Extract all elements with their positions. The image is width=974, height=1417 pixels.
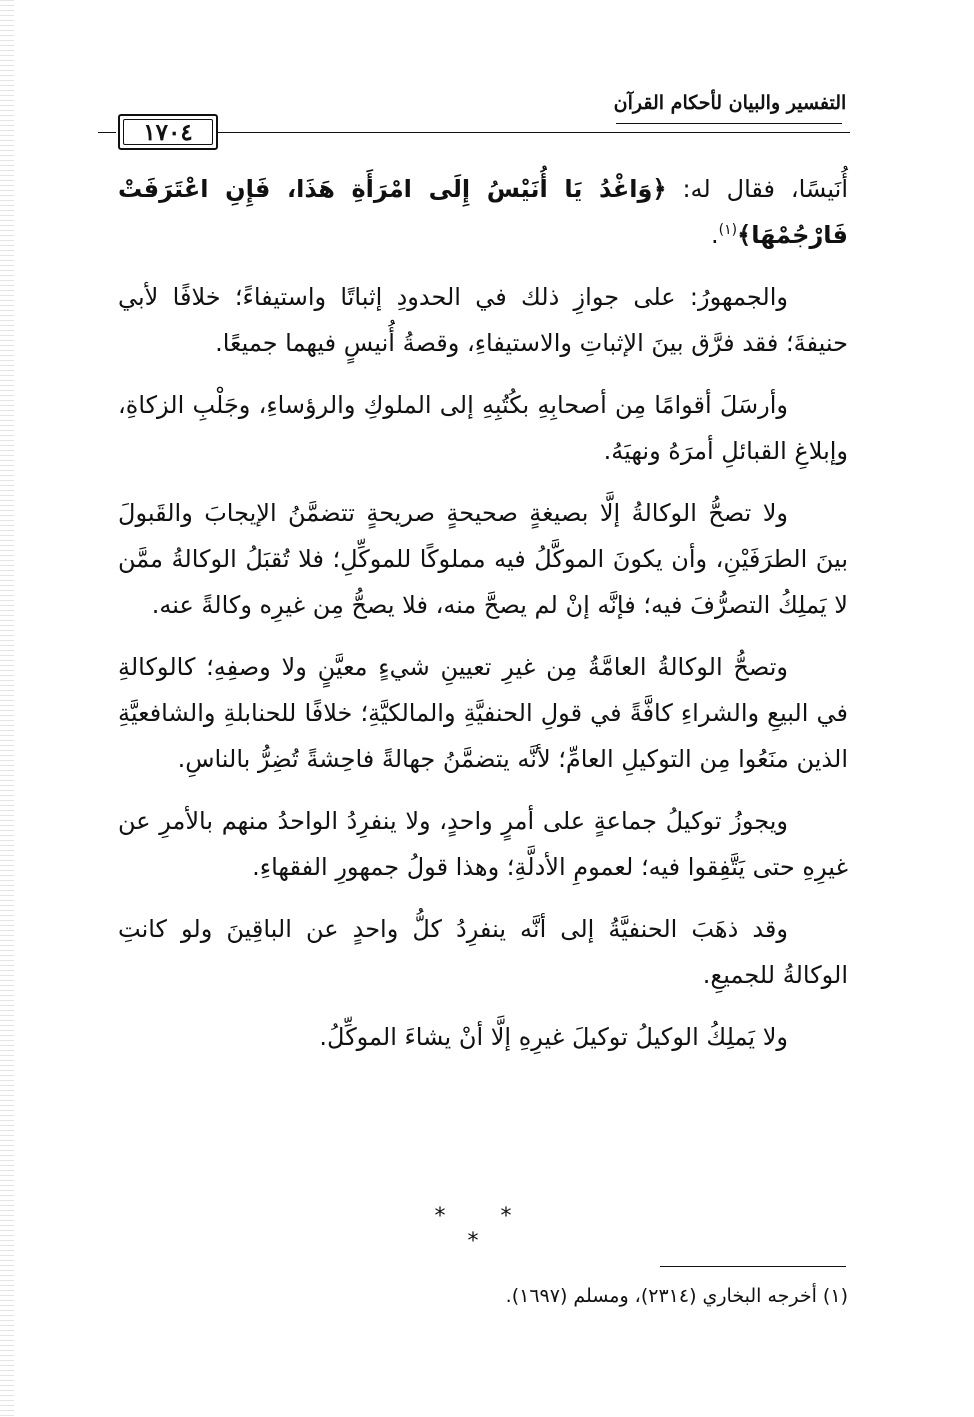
header-rule-right [218, 132, 850, 133]
page-number: ١٧٠٤ [118, 114, 218, 150]
footnote-rule [660, 1266, 846, 1267]
page-body [118, 166, 848, 1076]
footnote-marker: (١) [718, 222, 738, 238]
paragraph-7: وقد ذهَبَ الحنفيَّةُ إلى أنَّه ينفرِدُ كلُّ واحدٍ عن الباقِينَ ولو كانتِ الوكالةُ للجميعِ. [118, 915, 848, 989]
running-title-rule [616, 123, 842, 124]
page-header [108, 88, 850, 158]
running-title: التفسير والبيان لأحكام القرآن [613, 92, 847, 114]
header-rule-left [98, 132, 116, 133]
paragraph-2: والجمهورُ: على جوازِ ذلك في الحدودِ إثباتًا واستيفاءً؛ خلافًا لأبي حنيفةَ؛ فقد فرَّق بينَ الإثباتِ والاستيفاءِ، وقصةُ أُنيسٍ فيهما جميعًا. [118, 283, 848, 357]
paragraph-8: ولا يَملِكُ الوكيلُ توكيلَ غيرِهِ إلَّا أنْ يشاءَ الموكِّلُ. [319, 1023, 788, 1051]
paragraph-3: وأرسَلَ أقوامًا مِن أصحابِهِ بكُتُبِهِ إلى الملوكِ والرؤساءِ، وجَلْبِ الزكاةِ، وإبلاغِ القبائلِ أمرَهُ ونهيَهُ. [118, 391, 848, 465]
paragraph-1-lead: أُنَيسًا، فقال له: [666, 175, 848, 203]
paragraph-6: ويجوزُ توكيلُ جماعةٍ على أمرٍ واحدٍ، ولا ينفرِدُ الواحدُ منهم بالأمرِ عن غيرِهِ حتى يَتَّفِقوا فيه؛ لعمومِ الأدلَّةِ؛ وهذا قولُ جمهورِ الفقهاءِ. [118, 807, 848, 881]
section-separator: * * * [434, 1204, 536, 1254]
footnote: (١) أخرجه البخاري (٢٣١٤)، ومسلم (١٦٩٧). [505, 1285, 848, 1307]
paragraph-1-end: . [711, 221, 719, 249]
quran-quote: ﴿وَاغْدُ يَا أُنَيْسُ إِلَى امْرَأَةِ هَذَا، فَإِنِ اعْتَرَفَتْ فَارْجُمْهَا﴾ [118, 175, 848, 249]
scan-edge-artifact [0, 0, 14, 1417]
paragraph-4: ولا تصحُّ الوكالةُ إلَّا بصيغةٍ صحيحةٍ صريحةٍ تتضمَّنُ الإيجابَ والقَبولَ بينَ الطرَفَيْنِ، وأن يكونَ الموكَّلُ فيه مملوكًا للموكِّلِ؛ فلا تُقبَلُ الوكالةُ ممَّن لا يَملِكُ التصرُّفَ فيه؛ فإنَّه إنْ لم يصحَّ منه، فلا يصحُّ مِن غيرِه وكالةً عنه. [118, 499, 848, 619]
paragraph-1 [118, 166, 848, 258]
paragraph-5: وتصحُّ الوكالةُ العامَّةُ مِن غيرِ تعيينِ شيءٍ معيَّنٍ ولا وصفِهِ؛ كالوكالةِ في البيعِ والشراءِ كافَّةً في قولِ الحنفيَّةِ والمالكيَّةِ؛ خلافًا للحنابلةِ والشافعيَّةِ الذين منَعُوا مِن التوكيلِ العامِّ؛ لأنَّه يتضمَّنُ جهالةً فاحِشةً تُضِرُّ بالناسِ. [118, 653, 848, 773]
